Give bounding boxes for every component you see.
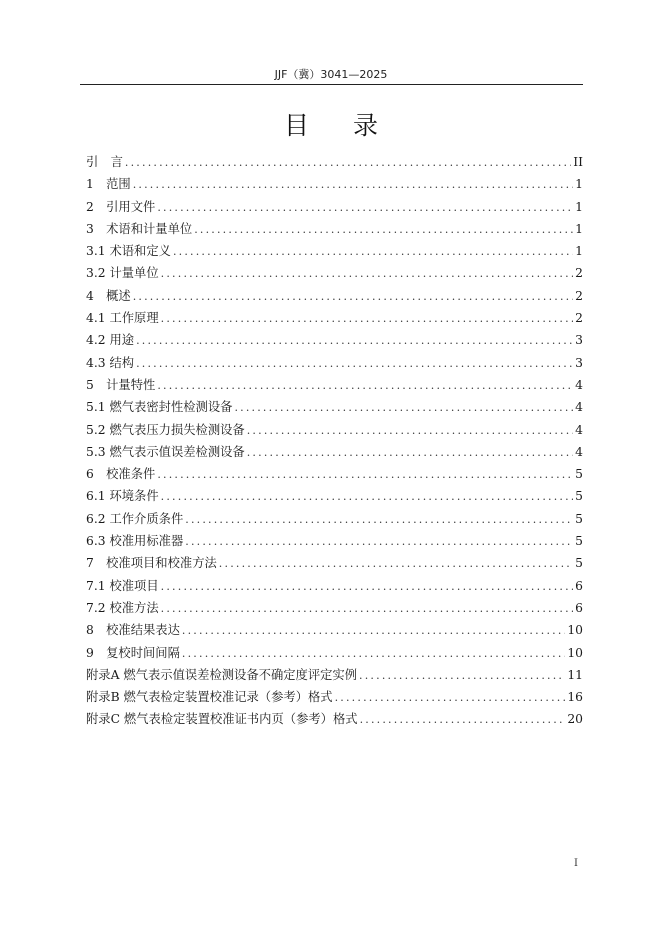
toc-entry-page: 1 [575, 177, 583, 192]
toc-leader-dots [182, 620, 565, 642]
toc-leader-dots [219, 553, 573, 575]
toc-entry-page: 5 [575, 511, 583, 526]
toc-entry-page: 6 [575, 578, 583, 593]
toc-entry-page: 5 [575, 467, 583, 482]
toc-entry-page: 4 [575, 422, 583, 437]
toc-leader-dots [157, 197, 573, 219]
toc-entry[interactable] [86, 374, 583, 396]
toc-entry-label: 5.3 燃气表示值误差检测设备 [86, 444, 245, 459]
header-rule [80, 84, 583, 85]
toc-entry[interactable] [86, 575, 583, 597]
toc-entry-label: 6 校准条件 [86, 467, 156, 482]
toc-entry[interactable] [86, 396, 583, 418]
toc-entry[interactable] [86, 597, 583, 619]
toc-entry-label: 7.2 校准方法 [86, 600, 159, 615]
toc-leader-dots [161, 308, 574, 330]
toc-entry[interactable] [86, 218, 583, 240]
toc-entry[interactable] [86, 441, 583, 463]
toc-entry[interactable] [86, 552, 583, 574]
toc-entry-label: 4 概述 [86, 288, 131, 303]
toc-leader-dots [161, 598, 574, 620]
toc-entry-label: 3.2 计量单位 [86, 266, 159, 281]
toc-entry[interactable] [86, 307, 583, 329]
toc-entry-label: 5.2 燃气表压力损失检测设备 [86, 422, 245, 437]
toc-entry[interactable] [86, 485, 583, 507]
toc-entry-label: 5.1 燃气表密封性检测设备 [86, 400, 233, 415]
toc-entry[interactable] [86, 530, 583, 552]
toc-leader-dots [161, 576, 574, 598]
toc-entry-page: 1 [575, 244, 583, 259]
toc-entry-page: 5 [575, 534, 583, 549]
toc-entry-page: 6 [575, 600, 583, 615]
toc-entry-page: 1 [575, 221, 583, 236]
toc-leader-dots [247, 420, 573, 442]
page-number: I [574, 858, 578, 869]
toc-entry-label: 2 引用文件 [86, 199, 156, 214]
toc-entry-label: 6.2 工作介质条件 [86, 511, 184, 526]
toc-entry[interactable] [86, 352, 583, 374]
toc-leader-dots [133, 174, 573, 196]
toc-entry-page: 5 [575, 489, 583, 504]
toc-entry[interactable] [86, 329, 583, 351]
toc-leader-dots [133, 286, 573, 308]
toc-entry[interactable] [86, 664, 583, 686]
toc-entry-label: 附录A 燃气表示值误差检测设备不确定度评定实例 [86, 667, 358, 682]
toc-entry-label: 4.3 结构 [86, 355, 135, 370]
toc-entry[interactable] [86, 642, 583, 664]
toc-entry-label: 1 范围 [86, 177, 131, 192]
toc-entry-label: 8 校准结果表达 [86, 623, 180, 638]
toc-entry-label: 3.1 术语和定义 [86, 244, 171, 259]
toc-leader-dots [125, 152, 571, 174]
toc-leader-dots [136, 330, 573, 352]
toc-entry-page: 1 [575, 199, 583, 214]
toc-leader-dots [360, 709, 566, 731]
toc-leader-dots [359, 665, 565, 687]
toc-entry[interactable] [86, 463, 583, 485]
toc-entry-page: 11 [567, 667, 583, 682]
toc-leader-dots [161, 263, 574, 285]
toc-entry-label: 6.3 校准用标准器 [86, 534, 184, 549]
toc-leader-dots [185, 509, 573, 531]
toc-leader-dots [161, 486, 574, 508]
toc-entry[interactable] [86, 173, 583, 195]
toc-entry-page: II [573, 155, 583, 169]
toc-entry[interactable] [86, 708, 583, 730]
toc-leader-dots [136, 353, 573, 375]
toc-entry[interactable] [86, 196, 583, 218]
toc-entry[interactable] [86, 419, 583, 441]
toc-leader-dots [335, 687, 566, 709]
toc-entry[interactable] [86, 262, 583, 284]
toc-leader-dots [194, 219, 573, 241]
toc-entry-page: 5 [575, 556, 583, 571]
toc-entry-page: 20 [567, 712, 583, 727]
toc-entry-page: 4 [575, 444, 583, 459]
table-of-contents [86, 151, 583, 731]
toc-entry-page: 10 [567, 645, 583, 660]
toc-entry-page: 2 [575, 288, 583, 303]
toc-entry[interactable] [86, 619, 583, 641]
toc-entry[interactable] [86, 151, 583, 173]
toc-entry-page: 2 [575, 311, 583, 326]
toc-entry-page: 3 [575, 355, 583, 370]
toc-entry-page: 4 [575, 400, 583, 415]
toc-entry-label: 7.1 校准项目 [86, 578, 159, 593]
toc-entry-page: 3 [575, 333, 583, 348]
toc-leader-dots [173, 241, 573, 263]
toc-leader-dots [182, 643, 565, 665]
toc-entry-page: 16 [567, 690, 583, 705]
toc-entry-label: 9 复校时间间隔 [86, 645, 180, 660]
toc-leader-dots [185, 531, 573, 553]
toc-leader-dots [247, 442, 573, 464]
toc-entry-label: 5 计量特性 [86, 377, 156, 392]
toc-entry-label: 引 言 [86, 155, 123, 169]
toc-entry-label: 4.2 用途 [86, 333, 135, 348]
running-header: JJF（冀）3041—2025 [274, 68, 388, 81]
toc-entry-page: 2 [575, 266, 583, 281]
toc-entry-label: 4.1 工作原理 [86, 311, 159, 326]
toc-leader-dots [157, 464, 573, 486]
toc-entry[interactable] [86, 686, 583, 708]
toc-entry[interactable] [86, 508, 583, 530]
toc-entry-label: 6.1 环境条件 [86, 489, 159, 504]
toc-entry-page: 4 [575, 377, 583, 392]
toc-entry[interactable] [86, 285, 583, 307]
toc-leader-dots [234, 397, 573, 419]
page-title: 目录 [283, 111, 422, 140]
toc-entry[interactable] [86, 240, 583, 262]
toc-entry-label: 7 校准项目和校准方法 [86, 556, 217, 571]
toc-entry-label: 附录C 燃气表检定装置校准证书内页（参考）格式 [86, 712, 358, 727]
toc-entry-label: 3 术语和计量单位 [86, 221, 193, 236]
toc-entry-page: 10 [567, 623, 583, 638]
toc-leader-dots [157, 375, 573, 397]
toc-entry-label: 附录B 燃气表检定装置校准记录（参考）格式 [86, 690, 333, 705]
